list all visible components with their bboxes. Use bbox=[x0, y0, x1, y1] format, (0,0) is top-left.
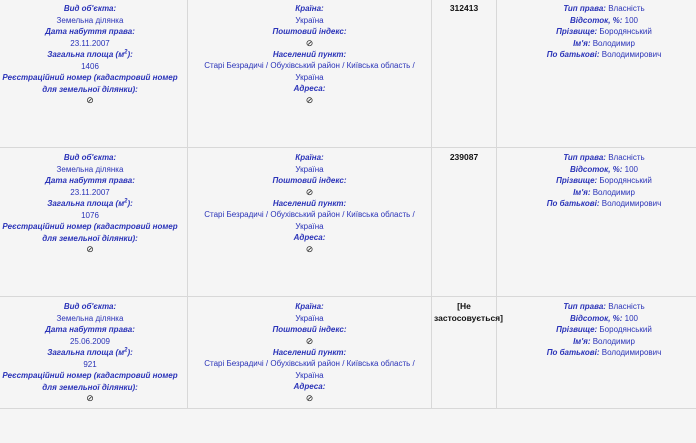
acquired-date-value: 23.11.2007 bbox=[70, 38, 110, 48]
area-value: 921 bbox=[83, 359, 97, 369]
eye-off-icon: ⊘ bbox=[305, 37, 314, 48]
country-value: Україна bbox=[295, 164, 324, 174]
object-cell bbox=[0, 297, 188, 409]
surname-line: Прізвище: Бородянський bbox=[556, 325, 652, 334]
settlement-label: Населений пункт: bbox=[272, 49, 347, 59]
share-line: Відсоток, %: 100 bbox=[569, 15, 639, 25]
name-line: Ім'я: Володимир bbox=[573, 38, 635, 48]
name-line: Ім'я: Володимир bbox=[573, 336, 635, 346]
eye-off-icon: ⊘ bbox=[86, 95, 94, 105]
object-type-value: Земельна ділянка bbox=[56, 15, 124, 25]
right-type-line: Тип права: Власність bbox=[563, 4, 645, 13]
patronymic-line: По батькові: Володимирович bbox=[546, 348, 662, 357]
address-label: Адреса: bbox=[293, 233, 326, 242]
eye-off-icon: ⊘ bbox=[305, 94, 314, 105]
object-cell bbox=[0, 0, 188, 148]
value-cell: 239087 bbox=[432, 148, 497, 297]
eye-off-icon: ⊘ bbox=[305, 243, 314, 254]
address-label: Адреса: bbox=[293, 84, 326, 93]
object-type-label: Вид об'єкта: bbox=[63, 302, 117, 311]
area-value: 1076 bbox=[81, 210, 99, 220]
settlement-value: Старі Безрадичі / Обухівський район / Київська область / Україна bbox=[204, 359, 415, 380]
eye-off-icon: ⊘ bbox=[86, 244, 94, 254]
acquired-date-value: 25.06.2009 bbox=[69, 336, 111, 346]
object-type-value: Земельна ділянка bbox=[56, 164, 124, 174]
acquired-date-label: Дата набуття права: bbox=[45, 27, 135, 36]
object-type-label: Вид об'єкта: bbox=[63, 153, 117, 162]
object-cell bbox=[0, 148, 188, 297]
eye-off-icon: ⊘ bbox=[305, 186, 314, 197]
eye-off-icon: ⊘ bbox=[86, 393, 94, 403]
country-label: Країна: bbox=[295, 153, 324, 162]
share-line: Відсоток, %: 100 bbox=[569, 313, 639, 323]
rights-cell bbox=[497, 148, 696, 297]
settlement-value: Старі Безрадичі / Обухівський район / Київська область / Україна bbox=[204, 210, 415, 231]
surname-line: Прізвище: Бородянський bbox=[556, 27, 652, 36]
right-type-line: Тип права: Власність bbox=[563, 153, 645, 162]
country-label: Країна: bbox=[295, 302, 324, 311]
acquired-date-label: Дата набуття права: bbox=[45, 325, 135, 334]
area-label: Загальна площа $(м^2)$: bbox=[47, 347, 133, 357]
acquired-date-label: Дата набуття права: bbox=[45, 176, 135, 185]
location-cell bbox=[188, 297, 432, 409]
cadastral-label: Реєстраційний номер (кадастровий номер для земельної ділянки): bbox=[2, 222, 178, 243]
rights-cell bbox=[497, 0, 696, 148]
country-value: Україна bbox=[295, 15, 324, 25]
country-value: Україна bbox=[295, 313, 324, 323]
rights-cell bbox=[497, 297, 696, 409]
acquired-date-value: 23.11.2007 bbox=[70, 187, 110, 197]
share-line: Відсоток, %: 100 bbox=[569, 164, 639, 174]
right-type-line: Тип права: Власність bbox=[563, 302, 645, 311]
value-cell: [Не застосовується] bbox=[432, 297, 497, 409]
cadastral-label: Реєстраційний номер (кадастровий номер для земельної ділянки): bbox=[2, 73, 178, 94]
value-cell: 312413 bbox=[432, 0, 497, 148]
location-cell bbox=[188, 0, 432, 148]
settlement-label: Населений пункт: bbox=[272, 347, 347, 357]
eye-off-icon: ⊘ bbox=[305, 392, 314, 403]
table-row bbox=[0, 148, 696, 297]
patronymic-line: По батькові: Володимирович bbox=[546, 50, 662, 59]
name-line: Ім'я: Володимир bbox=[573, 187, 635, 197]
cadastral-label: Реєстраційний номер (кадастровий номер для земельної ділянки): bbox=[2, 371, 178, 392]
postal-label: Поштовий індекс: bbox=[272, 27, 347, 36]
table-row bbox=[0, 0, 696, 148]
area-value: 1406 bbox=[81, 61, 99, 71]
patronymic-line: По батькові: Володимирович bbox=[546, 199, 662, 208]
settlement-value: Старі Безрадичі / Обухівський район / Київська область / Україна bbox=[204, 61, 415, 82]
object-type-label: Вид об'єкта: bbox=[63, 4, 117, 13]
surname-line: Прізвище: Бородянський bbox=[556, 176, 652, 185]
table-row bbox=[0, 297, 696, 409]
area-label: Загальна площа $(м^2)$: bbox=[47, 49, 133, 59]
eye-off-icon: ⊘ bbox=[305, 335, 314, 346]
postal-label: Поштовий індекс: bbox=[272, 176, 347, 185]
settlement-label: Населений пункт: bbox=[272, 198, 347, 208]
address-label: Адреса: bbox=[293, 382, 326, 391]
location-cell bbox=[188, 148, 432, 297]
country-label: Країна: bbox=[295, 4, 324, 13]
area-label: Загальна площа $(м^2)$: bbox=[47, 198, 133, 208]
object-type-value: Земельна ділянка bbox=[56, 313, 124, 323]
postal-label: Поштовий індекс: bbox=[272, 325, 347, 334]
